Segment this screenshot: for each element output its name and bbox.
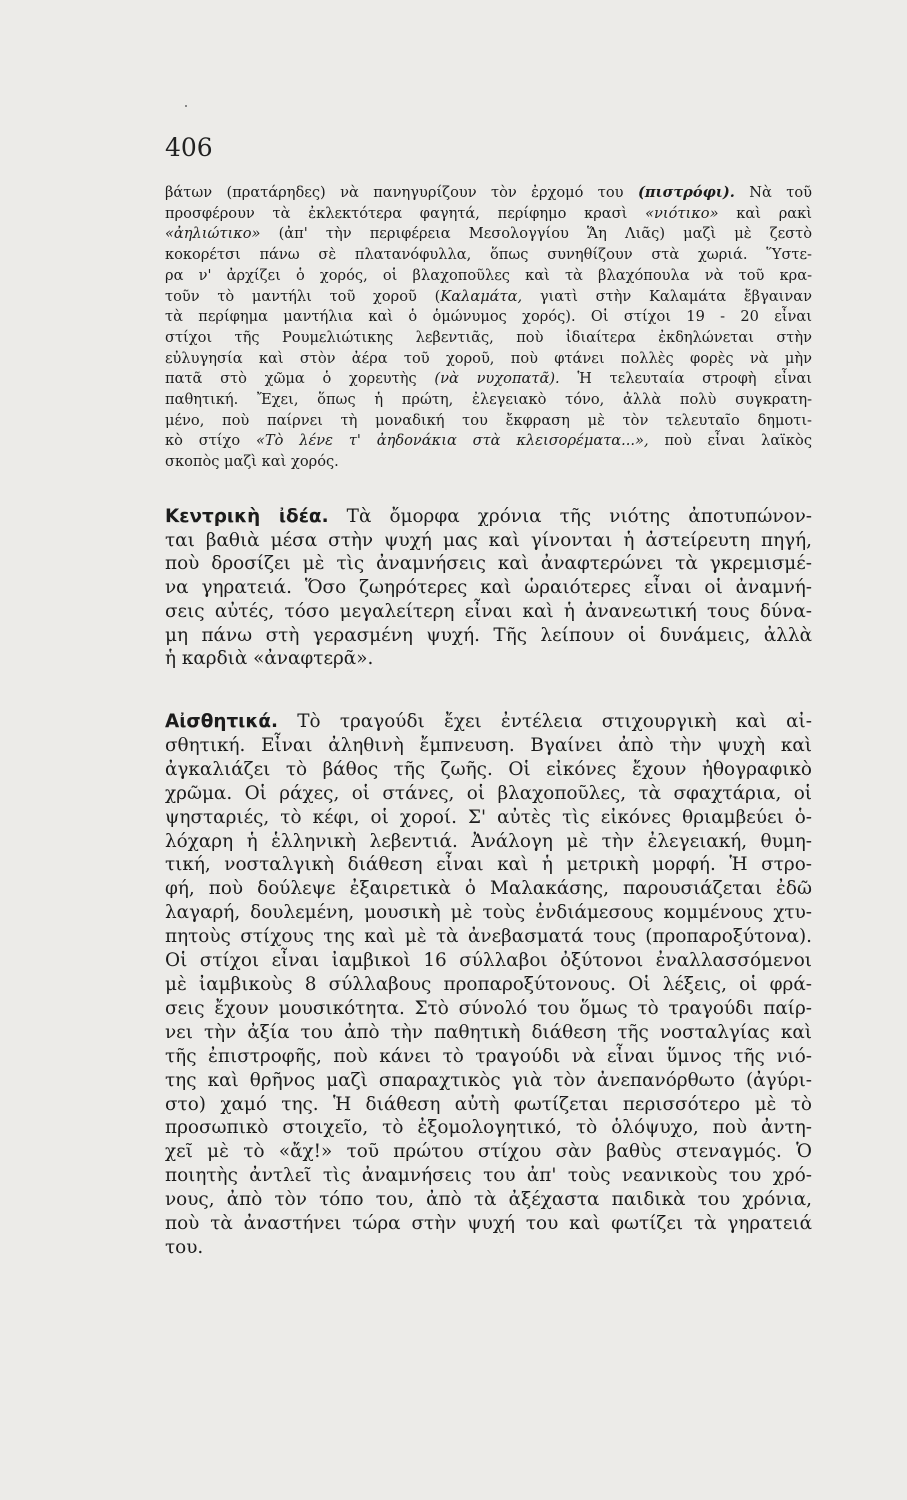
text-run: Νὰ τοῦ <box>734 184 812 201</box>
text-run: φή, ποὺ δούλεψε ἐξαιρετικὰ ὁ Μαλακάσης, παρουσιάζεται ἐδῶ <box>165 878 812 900</box>
emphasis-text: (πιστρόφι). <box>637 184 735 201</box>
text-line <box>165 431 812 452</box>
text-line <box>165 307 812 328</box>
text-line <box>165 505 812 529</box>
text-run: Τὸ τραγούδι ἔχει ἐντέλεια στιχουργικὴ καὶ αἰ- <box>297 711 812 732</box>
text-line <box>165 624 812 648</box>
text-run: τοῦν τὸ μαντήλι τοῦ χοροῦ ( <box>165 287 441 305</box>
text-run: τὰ περίφημα μαντήλια καὶ ὁ ὁμώνυμος χορός). Οἱ στίχοι 19 - 20 εἶναι <box>165 308 812 326</box>
text-run: ται βαθιὰ μέσα στὴν ψυχή μας καὶ γίνονται ἡ ἀστείρευτη πηγή, <box>165 529 812 551</box>
text-run: ρα ν' ἀρχίζει ὁ χορός, οἱ βλαχοποῦλες καὶ τὰ βλαχόπουλα νὰ τοῦ κρα- <box>165 266 812 284</box>
text-run: πατᾶ στὸ χῶμα ὁ χορευτὴς <box>165 370 435 388</box>
footnote-commentary <box>165 183 812 473</box>
text-line <box>165 853 812 877</box>
text-line <box>165 1236 812 1260</box>
text-line <box>165 734 812 758</box>
text-run: προσωπικὸ στοιχεῖο, τὸ ἐξομολογητικό, τὸ ὁλόψυχο, ποὺ ἀντη- <box>165 1117 812 1139</box>
aesthetics-section <box>165 710 812 1260</box>
text-run: σκοπὸς μαζὶ καὶ χορός. <box>165 453 339 471</box>
text-line <box>165 1093 812 1117</box>
emphasis-text: «νιότικο» <box>645 204 719 222</box>
text-line <box>165 266 812 287</box>
text-line <box>165 452 812 473</box>
emphasis-text: (νὰ νυχοπατᾶ). <box>434 370 560 388</box>
text-line <box>165 369 812 390</box>
text-run: στίχοι τῆς Ρουμελιώτικης λεβεντιᾶς, ποὺ ἰδιαίτερα ἐκδηλώνεται στὴν <box>165 328 812 346</box>
text-run: ἀγκαλιάζει τὸ βάθος τῆς ζωῆς. Οἱ εἰκόνες ἔχουν ἠθογραφικὸ <box>165 758 812 780</box>
text-run: Ἡ τελευταία στροφὴ εἶναι <box>559 370 813 388</box>
text-run: σεις ἔχουν μουσικότητα. Στὸ σύνολό του ὅμως τὸ τραγούδι παίρ- <box>165 997 812 1019</box>
text-line <box>165 1021 812 1045</box>
text-run: βάτων (πρατάρηδες) νὰ πανηγυρίζουν τὸν ἐρχομό του <box>165 184 638 201</box>
central-idea-section <box>165 505 812 671</box>
text-line <box>165 529 812 553</box>
text-line <box>165 877 812 901</box>
text-line <box>165 901 812 925</box>
text-run: τική, νοσταλγικὴ διάθεση εἶναι καὶ ἡ μετρικὴ μορφή. Ἡ στρο- <box>165 854 812 876</box>
ink-speck <box>185 105 187 107</box>
text-run: Τὰ ὄμορφα χρόνια τῆς νιότης ἀποτυπώνον- <box>346 506 812 527</box>
text-run: προσφέρουν τὰ ἐκλεκτότερα φαγητά, περίφημο κρασὶ <box>165 204 646 222</box>
text-line <box>165 782 812 806</box>
text-line <box>165 1212 812 1236</box>
text-run: εὐλυγησία καὶ στὸν ἀέρα τοῦ χοροῦ, ποὺ φτάνει πολλὲς φορὲς νὰ μὴν <box>165 349 812 367</box>
text-line <box>165 390 812 411</box>
text-line <box>165 411 812 432</box>
text-line <box>165 552 812 576</box>
text-line <box>165 1140 812 1164</box>
text-run: χρῶμα. Οἱ ράχες, οἱ στάνες, οἱ βλαχοποῦλες, τὰ σφαχτάρια, οἱ <box>165 782 812 804</box>
emphasis-text: Καλαμάτα, <box>440 287 523 305</box>
text-line <box>165 949 812 973</box>
text-run: νει τὴν ἀξία του ἀπὸ τὴν παθητικὴ διάθεση τῆς νοσταλγίας καὶ <box>165 1021 812 1043</box>
text-line <box>165 287 812 308</box>
text-line <box>165 328 812 349</box>
text-run: ποὺ εἶναι λαϊκὸς <box>648 432 812 450</box>
text-line <box>165 245 812 266</box>
text-line <box>165 647 812 671</box>
text-run: λαγαρή, δουλεμένη, μουσικὴ μὲ τοὺς ἐνδιάμεσους κομμένους χτυ- <box>165 902 812 924</box>
text-run: χεῖ μὲ τὸ «ἄχ!» τοῦ πρώτου στίχου σὰν βαθὺς στεναγμός. Ὁ <box>165 1141 812 1163</box>
text-line <box>165 1116 812 1140</box>
text-run: (ἀπ' τὴν περιφέρεια Μεσολογγίου Ἅη Λιᾶς) μαζὶ μὲ ζεστὸ <box>260 225 812 243</box>
text-line <box>165 758 812 782</box>
text-line <box>165 1164 812 1188</box>
text-run: ἡ καρδιὰ «ἀναφτερᾶ». <box>165 648 374 670</box>
text-line <box>165 224 812 245</box>
text-run: ποιητὴς ἀντλεῖ τὶς ἀναμνήσεις του ἀπ' τοὺς νεανικοὺς του χρό- <box>165 1165 812 1187</box>
text-line <box>165 997 812 1021</box>
text-run: νους, ἀπὸ τὸν τόπο του, ἀπὸ τὰ ἀξέχαστα παιδικὰ του χρόνια, <box>165 1189 812 1211</box>
text-run: μὲ ἰαμβικοὺς 8 σύλλαβους προπαροξύτονους. Οἱ λέξεις, οἱ φρά- <box>165 973 812 995</box>
text-line <box>165 806 812 830</box>
text-line <box>165 1045 812 1069</box>
text-run: του. <box>165 1236 204 1258</box>
text-line <box>165 710 812 734</box>
emphasis-text: «ἀηλιώτικο» <box>165 225 261 243</box>
text-run: σεις αὐτές, τόσο μεγαλείτερη εἶναι καὶ ἡ ἀνανεωτική τους δύνα- <box>165 600 812 622</box>
text-line <box>165 925 812 949</box>
text-line <box>165 183 812 204</box>
text-line <box>165 349 812 370</box>
emphasis-text: «Τὸ λένε τ' ἀηδονάκια στὰ κλεισορέματα...», <box>255 432 649 450</box>
section-heading: Κεντρικὴ ἰδέα. <box>165 506 329 527</box>
text-line <box>165 204 812 225</box>
text-run: γιατὶ στὴν Καλαμάτα ἔβγαιναν <box>522 287 812 305</box>
page-number: 406 <box>165 133 213 162</box>
text-run: της καὶ θρῆνος μαζὶ σπαραχτικὸς γιὰ τὸν ἀνεπανόρθωτο (ἀγύρι- <box>165 1069 812 1091</box>
text-run: κοκορέτσι πάνω σὲ πλατανόφυλλα, ὅπως συνηθίζουν στὰ χωριά. Ὕστε- <box>165 246 812 264</box>
text-run: ποὺ δροσίζει μὲ τὶς ἀναμνήσεις καὶ ἀναφτερώνει τὰ γκρεμισμέ- <box>165 553 812 575</box>
text-line <box>165 973 812 997</box>
text-line <box>165 576 812 600</box>
text-run: τῆς ἐπιστροφῆς, ποὺ κάνει τὸ τραγούδι νὰ εἶναι ὕμνος τῆς νιό- <box>165 1045 812 1067</box>
text-line <box>165 1069 812 1093</box>
text-run: να γηρατειά. Ὅσο ζωηρότερες καὶ ὡραιότερες εἶναι οἱ ἀναμνή- <box>165 577 812 599</box>
text-run: ποὺ τὰ ἀναστήνει τώρα στὴν ψυχή του καὶ φωτίζει τὰ γηρατειά <box>165 1213 812 1235</box>
text-run: μη πάνω στὴ γερασμένη ψυχή. Τῆς λείπουν οἱ δυνάμεις, ἀλλὰ <box>165 624 812 646</box>
section-heading: Αἰσθητικά. <box>165 711 279 732</box>
text-run: μένο, ποὺ παίρνει τὴ μοναδική του ἔκφραση μὲ τὸν τελευταῖο δημοτι- <box>165 411 812 429</box>
text-run: λόχαρη ἡ ἑλληνικὴ λεβεντιά. Ἀνάλογη μὲ τὴν ἐλεγειακή, θυμη- <box>165 830 812 852</box>
text-run: σθητική. Εἶναι ἀληθινὴ ἔμπνευση. Βγαίνει ἀπὸ τὴν ψυχὴ καὶ <box>165 734 812 756</box>
text-run: καὶ ρακὶ <box>718 204 812 222</box>
text-run: πητοὺς στίχους της καὶ μὲ τὰ ἀνεβασματά τους (προπαροξύτονα). <box>165 926 812 948</box>
text-line <box>165 600 812 624</box>
text-run: στο) χαμό της. Ἡ διάθεση αὐτὴ φωτίζεται περισσότερο μὲ τὸ <box>165 1093 812 1115</box>
text-run: Οἱ στίχοι εἶναι ἰαμβικοὶ 16 σύλλαβοι ὀξύτονοι ἐναλλασσόμενοι <box>165 950 812 972</box>
text-run: παθητική. Ἔχει, ὅπως ἡ πρώτη, ἐλεγειακὸ τόνο, ἀλλὰ πολὺ συγκρατη- <box>165 391 812 409</box>
text-run: κὸ στίχο <box>165 432 256 450</box>
text-line <box>165 1188 812 1212</box>
text-line <box>165 830 812 854</box>
text-run: ψησταριές, τὸ κέφι, οἱ χοροί. Σ' αὐτὲς τὶς εἰκόνες θριαμβεύει ὁ- <box>165 806 812 828</box>
